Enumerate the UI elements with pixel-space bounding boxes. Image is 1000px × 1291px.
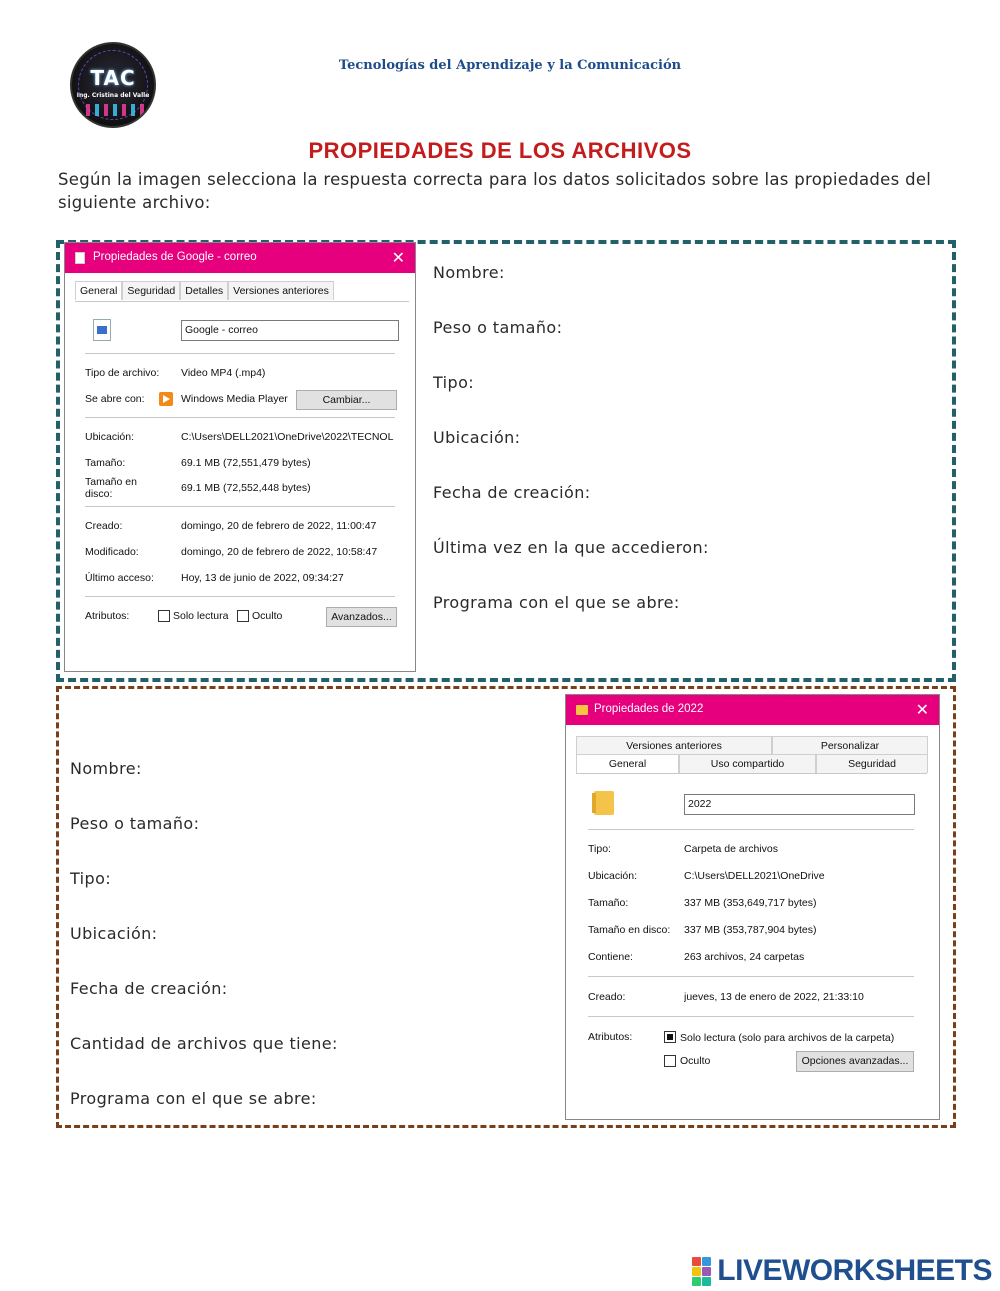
folder-large-icon — [594, 791, 614, 815]
dialog-title: Propiedades de Google - correo — [93, 251, 257, 263]
advanced-options-button[interactable]: Opciones avanzadas... — [796, 1051, 914, 1072]
question-created: Fecha de creación: — [70, 979, 228, 998]
question-created: Fecha de creación: — [433, 483, 591, 502]
divider — [588, 829, 914, 830]
label-location: Ubicación: — [588, 870, 638, 882]
label-size-on-disk: Tamaño en disco: — [85, 476, 137, 500]
readonly-label: Solo lectura (solo para archivos de la carpeta) — [680, 1032, 895, 1044]
divider — [85, 506, 395, 507]
file-properties-dialog — [64, 242, 416, 672]
label-created: Creado: — [588, 991, 626, 1003]
label-type: Tipo: — [588, 843, 611, 855]
question-size: Peso o tamaño: — [433, 318, 563, 337]
label-location: Ubicación: — [85, 431, 135, 443]
label-size: Tamaño: — [588, 897, 629, 909]
tac-logo — [70, 42, 156, 128]
value-size-on-disk: 69.1 MB (72,552,448 bytes) — [181, 482, 311, 494]
readonly-checkbox[interactable] — [158, 610, 170, 622]
question-location: Ubicación: — [433, 428, 521, 447]
value-type: Video MP4 (.mp4) — [181, 367, 266, 379]
hidden-label: Oculto — [252, 610, 283, 622]
tab-security[interactable]: Seguridad — [816, 754, 928, 773]
brand-name: LIVEWORKSHEETS — [717, 1254, 992, 1287]
dialog-titlebar — [65, 243, 415, 273]
tab-divider — [576, 773, 927, 774]
divider — [85, 353, 395, 354]
question-program: Programa con el que se abre: — [433, 593, 680, 612]
folder-icon — [576, 705, 588, 715]
file-icon — [75, 252, 85, 264]
label-accessed: Último acceso: — [85, 572, 154, 584]
question-file-count: Cantidad de archivos que tiene: — [70, 1034, 338, 1053]
tab-previous-versions[interactable]: Versiones anteriores — [228, 281, 334, 300]
brand-block — [702, 1257, 711, 1266]
page-title: PROPIEDADES DE LOS ARCHIVOS — [308, 138, 692, 163]
media-player-icon — [159, 392, 173, 406]
tab-details[interactable]: Detalles — [180, 281, 228, 300]
label-size-on-disk: Tamaño en disco: — [588, 924, 671, 936]
label-contains: Contiene: — [588, 951, 633, 963]
tab-security[interactable]: Seguridad — [122, 281, 180, 300]
foldername-input[interactable]: 2022 — [684, 794, 915, 815]
value-created: jueves, 13 de enero de 2022, 21:33:10 — [684, 991, 864, 1003]
dialog-titlebar — [566, 695, 939, 725]
divider — [85, 596, 395, 597]
question-type: Tipo: — [433, 373, 475, 392]
dialog-tabs-row-1 — [576, 736, 928, 755]
value-size: 337 MB (353,649,717 bytes) — [684, 897, 817, 909]
close-icon[interactable]: ✕ — [391, 250, 405, 267]
question-program: Programa con el que se abre: — [70, 1089, 317, 1108]
label-opens-with: Se abre con: — [85, 393, 145, 405]
tab-general[interactable]: General — [576, 754, 679, 773]
brand-block — [692, 1257, 701, 1266]
video-file-icon — [93, 319, 111, 341]
divider — [588, 976, 914, 977]
logo-text: TAC — [90, 66, 136, 90]
close-icon[interactable]: ✕ — [915, 702, 929, 719]
question-location: Ubicación: — [70, 924, 158, 943]
tab-sharing[interactable]: Uso compartido — [679, 754, 816, 773]
value-modified: domingo, 20 de febrero de 2022, 10:58:47 — [181, 546, 378, 558]
readonly-checkbox[interactable] — [664, 1031, 676, 1043]
filename-input[interactable]: Google - correo — [181, 320, 399, 341]
label-size: Tamaño: — [85, 457, 126, 469]
label-type: Tipo de archivo: — [85, 367, 160, 379]
tab-previous-versions[interactable]: Versiones anteriores — [576, 736, 772, 755]
question-last-access: Última vez en la que accedieron: — [433, 538, 709, 557]
value-contains: 263 archivos, 24 carpetas — [684, 951, 805, 963]
hidden-checkbox[interactable] — [664, 1055, 676, 1067]
divider — [85, 417, 395, 418]
label-attributes: Atributos: — [85, 610, 130, 622]
value-accessed: Hoy, 13 de junio de 2022, 09:34:27 — [181, 572, 344, 584]
value-size-on-disk: 337 MB (353,787,904 bytes) — [684, 924, 817, 936]
advanced-button[interactable]: Avanzados... — [326, 607, 397, 627]
dialog-tabs — [75, 281, 334, 300]
dialog-title: Propiedades de 2022 — [594, 703, 704, 715]
readonly-label: Solo lectura — [173, 610, 229, 622]
label-created: Creado: — [85, 520, 123, 532]
hidden-label: Oculto — [680, 1055, 711, 1067]
hidden-checkbox[interactable] — [237, 610, 249, 622]
header-title: Tecnologías del Aprendizaje y la Comunicación — [338, 58, 682, 73]
value-location: C:\Users\DELL2021\OneDrive\2022\TECNOL — [181, 431, 394, 443]
value-type: Carpeta de archivos — [684, 843, 778, 855]
brand-block — [692, 1277, 701, 1286]
brand-blocks-icon — [692, 1257, 711, 1286]
question-type: Tipo: — [70, 869, 112, 888]
value-created: domingo, 20 de febrero de 2022, 11:00:47 — [181, 520, 377, 532]
instructions: Según la imagen selecciona la respuesta correcta para los datos solicitados sobre las propiedades del siguiente archivo: — [58, 170, 932, 212]
tab-divider — [75, 301, 409, 302]
divider — [588, 1016, 914, 1017]
value-location: C:\Users\DELL2021\OneDrive — [684, 870, 825, 882]
tab-general[interactable]: General — [75, 281, 122, 300]
brand-block — [702, 1267, 711, 1276]
question-name: Nombre: — [70, 759, 142, 778]
question-size: Peso o tamaño: — [70, 814, 200, 833]
tab-customize[interactable]: Personalizar — [772, 736, 928, 755]
logo-decoration — [86, 104, 144, 116]
brand-block — [692, 1267, 701, 1276]
label-attributes: Atributos: — [588, 1031, 633, 1043]
question-name: Nombre: — [433, 263, 505, 282]
value-opens-with: Windows Media Player — [181, 393, 288, 405]
logo-subtitle: Ing. Cristina del Valle — [76, 92, 150, 99]
value-size: 69.1 MB (72,551,479 bytes) — [181, 457, 311, 469]
dialog-tabs-row-2 — [576, 754, 928, 773]
label-modified: Modificado: — [85, 546, 139, 558]
brand-block — [702, 1277, 711, 1286]
liveworksheets-logo[interactable] — [692, 1254, 992, 1288]
folder-properties-dialog — [565, 694, 940, 1120]
change-button[interactable]: Cambiar... — [296, 390, 397, 410]
